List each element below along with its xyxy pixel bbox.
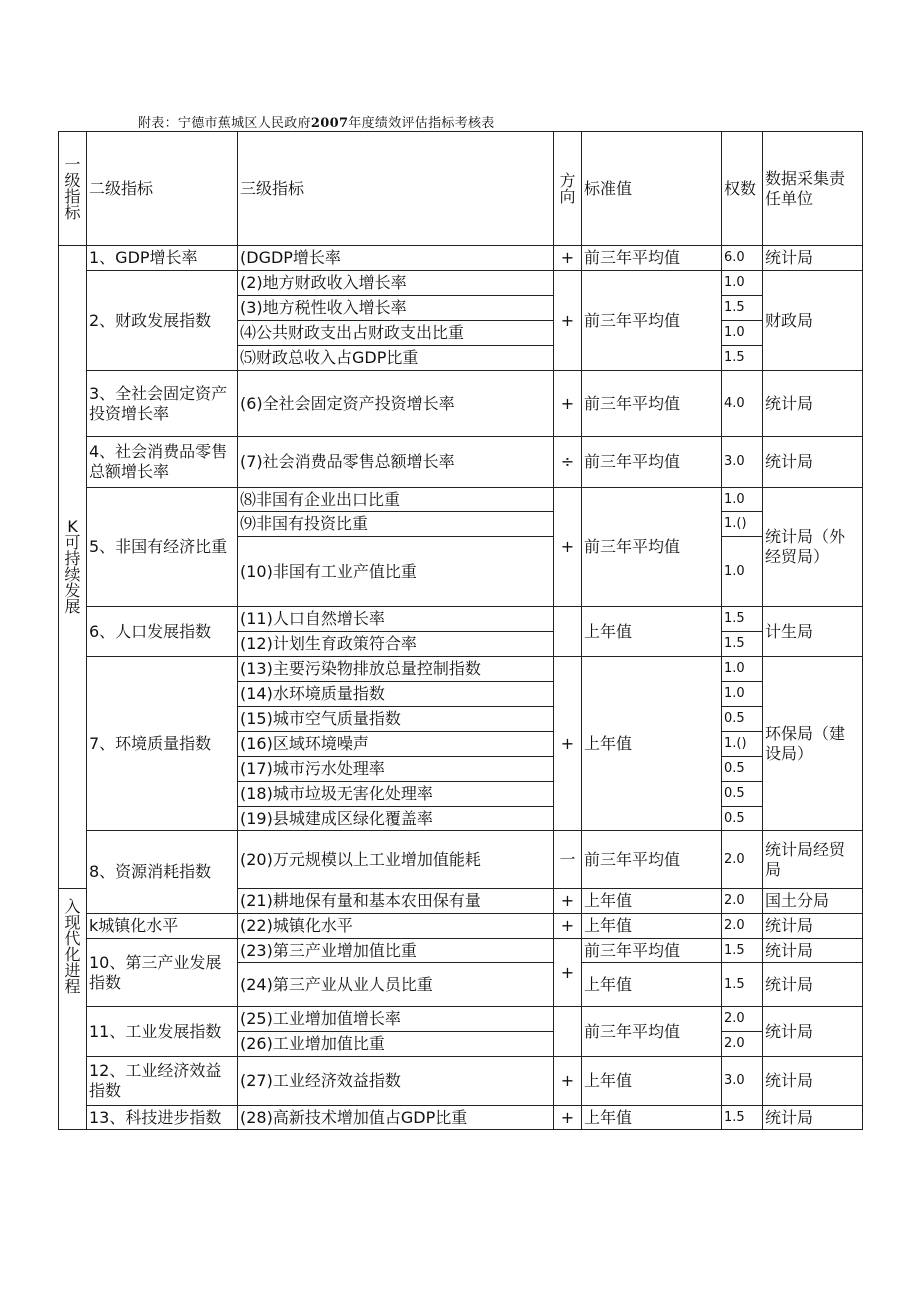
l3-cell: (24)第三产业从业人员比重 <box>238 963 554 1007</box>
l3-cell: (17)城市污水处理率 <box>238 757 554 782</box>
table-row <box>59 488 863 512</box>
l3-cell: (16)区域环境噪声 <box>238 732 554 757</box>
unit-cell: 统计局 <box>763 246 863 271</box>
performance-indicator-table <box>58 131 863 1130</box>
l2-cell: 6、人口发展指数 <box>87 607 238 657</box>
weight-cell: 1.5 <box>722 632 763 657</box>
l3-cell: (18)城市垃圾无害化处理率 <box>238 782 554 807</box>
weight-cell: 0.5 <box>722 807 763 831</box>
l3-cell: (14)水环境质量指数 <box>238 682 554 707</box>
l3-cell: (20)万元规模以上工业增加值能耗 <box>238 831 554 889</box>
weight-cell: 1.() <box>722 732 763 757</box>
weight-cell: 6.0 <box>722 246 763 271</box>
caption-prefix: 附表：宁德市蕉城区人民政府 <box>138 116 311 131</box>
unit-cell: 统计局 <box>763 963 863 1007</box>
header-weight: 权数 <box>722 132 763 246</box>
direction-cell: 一 <box>554 831 582 889</box>
standard-cell: 前三年平均值 <box>582 488 722 607</box>
table-caption <box>138 112 495 131</box>
unit-cell: 统计局 <box>763 437 863 488</box>
unit-cell: 统计局 <box>763 1057 863 1106</box>
weight-cell: 2.0 <box>722 1032 763 1057</box>
l3-cell: ⑻非国有企业出口比重 <box>238 488 554 512</box>
header-unit: 数据采集责任单位 <box>763 132 863 246</box>
l3-cell: ⑼非国有投资比重 <box>238 512 554 537</box>
header-level3: 三级指标 <box>238 132 554 246</box>
weight-cell: 2.0 <box>722 889 763 914</box>
weight-cell: 1.5 <box>722 939 763 963</box>
weight-cell: 2.0 <box>722 1007 763 1032</box>
l3-cell: ⑷公共财政支出占财政支出比重 <box>238 321 554 346</box>
standard-cell: 前三年平均值 <box>582 831 722 889</box>
standard-cell: 前三年平均值 <box>582 1007 722 1057</box>
caption-suffix: 年度绩效评估指标考核表 <box>348 116 495 131</box>
direction-cell: + <box>554 657 582 831</box>
weight-cell: 3.0 <box>722 437 763 488</box>
l2-cell: 2、财政发展指数 <box>87 271 238 371</box>
direction-cell: + <box>554 246 582 271</box>
weight-cell: 0.5 <box>722 707 763 732</box>
unit-cell: 统计局经贸局 <box>763 831 863 889</box>
l3-cell: (27)工业经济效益指数 <box>238 1057 554 1106</box>
weight-cell: 0.5 <box>722 757 763 782</box>
standard-cell: 上年值 <box>582 657 722 831</box>
unit-cell: 统计局 <box>763 914 863 939</box>
unit-cell: 国土分局 <box>763 889 863 914</box>
unit-cell: 计生局 <box>763 607 863 657</box>
l2-cell: 1、GDP增长率 <box>87 246 238 271</box>
standard-cell: 上年值 <box>582 914 722 939</box>
weight-cell: 1.0 <box>722 488 763 512</box>
table-row <box>59 831 863 889</box>
table-row <box>59 657 863 682</box>
header-direction: 方向 <box>554 132 582 246</box>
l2-cell: 13、科技进步指数 <box>87 1106 238 1130</box>
direction-cell: + <box>554 939 582 1007</box>
table-row <box>59 1106 863 1130</box>
table-row <box>59 437 863 488</box>
standard-cell: 前三年平均值 <box>582 271 722 371</box>
standard-cell: 前三年平均值 <box>582 939 722 963</box>
l3-cell: (2)地方财政收入增长率 <box>238 271 554 296</box>
standard-cell: 前三年平均值 <box>582 371 722 437</box>
standard-cell: 上年值 <box>582 889 722 914</box>
unit-cell: 统计局 <box>763 939 863 963</box>
direction-cell: ÷ <box>554 437 582 488</box>
table-row <box>59 607 863 632</box>
direction-cell: + <box>554 488 582 607</box>
weight-cell: 3.0 <box>722 1057 763 1106</box>
l3-cell: (6)全社会固定资产投资增长率 <box>238 371 554 437</box>
weight-cell: 0.5 <box>722 782 763 807</box>
table-row <box>59 271 863 296</box>
weight-cell: 1.0 <box>722 321 763 346</box>
unit-cell: 统计局 <box>763 371 863 437</box>
table-row <box>59 246 863 271</box>
caption-year: 2007 <box>310 116 349 131</box>
l3-cell: (23)第三产业增加值比重 <box>238 939 554 963</box>
weight-cell: 1.5 <box>722 296 763 321</box>
l3-cell: (10)非国有工业产值比重 <box>238 537 554 607</box>
direction-cell: + <box>554 371 582 437</box>
l3-cell: (28)高新技术增加值占GDP比重 <box>238 1106 554 1130</box>
unit-cell: 统计局 <box>763 1007 863 1057</box>
standard-cell: 上年值 <box>582 607 722 657</box>
section-modernization: 入现代化进程 <box>59 889 87 1130</box>
unit-cell: 环保局（建设局） <box>763 657 863 831</box>
l3-cell: (11)人口自然增长率 <box>238 607 554 632</box>
l2-cell: 10、第三产业发展指数 <box>87 939 238 1007</box>
direction-cell: + <box>554 889 582 914</box>
standard-cell: 前三年平均值 <box>582 246 722 271</box>
header-standard: 标准值 <box>582 132 722 246</box>
section-sustainable: K可持续发展 <box>59 246 87 889</box>
l3-cell: (19)县城建成区绿化覆盖率 <box>238 807 554 831</box>
direction-cell <box>554 607 582 657</box>
l2-cell: 3、全社会固定资产投资增长率 <box>87 371 238 437</box>
l2-cell: 12、工业经济效益指数 <box>87 1057 238 1106</box>
l3-cell: (12)计划生育政策符合率 <box>238 632 554 657</box>
l3-cell: (25)工业增加值增长率 <box>238 1007 554 1032</box>
weight-cell: 1.0 <box>722 682 763 707</box>
l3-cell: (7)社会消费品零售总额增长率 <box>238 437 554 488</box>
weight-cell: 4.0 <box>722 371 763 437</box>
l3-cell: (26)工业增加值比重 <box>238 1032 554 1057</box>
l3-cell: (13)主要污染物排放总量控制指数 <box>238 657 554 682</box>
unit-cell: 统计局 <box>763 1106 863 1130</box>
table-row <box>59 371 863 437</box>
standard-cell: 上年值 <box>582 963 722 1007</box>
l2-cell: 8、资源消耗指数 <box>87 831 238 914</box>
direction-cell: + <box>554 271 582 371</box>
weight-cell: 1.5 <box>722 963 763 1007</box>
unit-cell: 财政局 <box>763 271 863 371</box>
direction-cell: + <box>554 1106 582 1130</box>
direction-cell: + <box>554 1057 582 1106</box>
weight-cell: 1.0 <box>722 537 763 607</box>
l2-cell: 11、工业发展指数 <box>87 1007 238 1057</box>
table-row <box>59 1057 863 1106</box>
l2-cell: 5、非国有经济比重 <box>87 488 238 607</box>
table-row <box>59 1007 863 1032</box>
header-level1: 一级指标 <box>59 132 87 246</box>
weight-cell: 1.5 <box>722 346 763 371</box>
header-row <box>59 132 863 246</box>
l2-cell: 7、环境质量指数 <box>87 657 238 831</box>
l2-cell: k城镇化水平 <box>87 914 238 939</box>
header-level2: 二级指标 <box>87 132 238 246</box>
unit-cell: 统计局（外经贸局） <box>763 488 863 607</box>
l3-cell: (22)城镇化水平 <box>238 914 554 939</box>
weight-cell: 1.() <box>722 512 763 537</box>
l3-cell: (DGDP增长率 <box>238 246 554 271</box>
direction-cell: + <box>554 914 582 939</box>
weight-cell: 1.5 <box>722 1106 763 1130</box>
weight-cell: 1.0 <box>722 657 763 682</box>
weight-cell: 1.5 <box>722 607 763 632</box>
l2-cell: 4、社会消费品零售总额增长率 <box>87 437 238 488</box>
weight-cell: 2.0 <box>722 914 763 939</box>
table-row <box>59 939 863 963</box>
l3-cell: (3)地方税性收入增长率 <box>238 296 554 321</box>
weight-cell: 2.0 <box>722 831 763 889</box>
standard-cell: 上年值 <box>582 1106 722 1130</box>
standard-cell: 上年值 <box>582 1057 722 1106</box>
table-row <box>59 914 863 939</box>
l3-cell: ⑸财政总收入占GDP比重 <box>238 346 554 371</box>
standard-cell: 前三年平均值 <box>582 437 722 488</box>
l3-cell: (21)耕地保有量和基本农田保有量 <box>238 889 554 914</box>
weight-cell: 1.0 <box>722 271 763 296</box>
l3-cell: (15)城市空气质量指数 <box>238 707 554 732</box>
direction-cell <box>554 1007 582 1057</box>
